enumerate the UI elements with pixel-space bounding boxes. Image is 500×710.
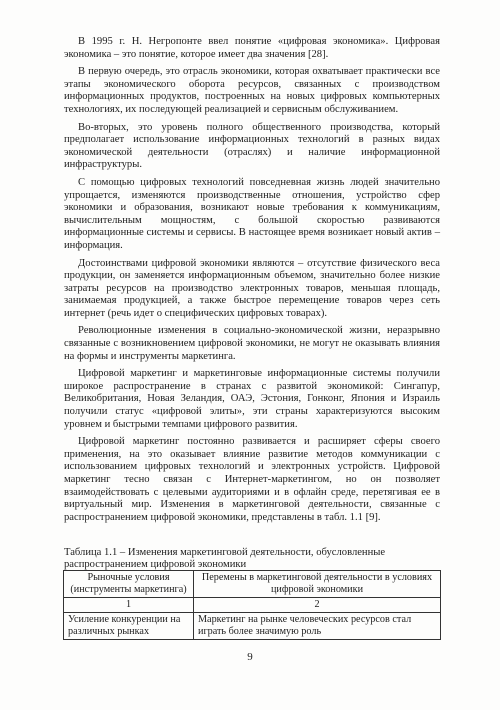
table-number-cell: 1 [64, 598, 194, 613]
table-header-cell: Перемены в маркетинговой деятельности в условиях цифровой экономики [194, 571, 441, 598]
marketing-changes-table [63, 570, 441, 640]
table-cell: Маркетинг на рынке человеческих ресурсов стал играть более значимую роль [194, 613, 441, 640]
table-cell: Усиление конкуренции на различных рынках [64, 613, 194, 640]
table-header-row [64, 571, 441, 598]
paragraph: Революционные изменения в социально-экономической жизни, неразрывно связанные с возникновением цифровой экономики, не могут не оказывать влияния на формы и инструменты маркетинга. [64, 325, 440, 362]
body-text [64, 36, 440, 529]
paragraph: В 1995 г. Н. Негропонте ввел понятие «цифровая экономика». Цифровая экономика – это понятие, которое имеет два значения [28]. [64, 36, 440, 60]
paragraph: Цифровой маркетинг постоянно развивается и расширяет сферы своего применения, на это оказывает влияние развитие методов коммуникации с использованием цифровых технологий и электронных устройств. Цифровой маркетинг тесно связан с Интернет-маркетингом, но он позволяет взаимодействовать с целевыми аудиториями и в офлайн среде, перетягивая ее в виртуальный мир. Изменения в маркетинговой деятельности, связанные с распространением цифровой экономики, представлены в табл. 1.1 [9]. [64, 436, 440, 523]
paragraph: С помощью цифровых технологий повседневная жизнь людей значительно упрощается, изменяются производственные отношения, устройство сфер экономики и образования, возникают новые требования к коммуникациям, вычислительным мощностям, с большой скоростью развиваются информационные системы и сервисы. В настоящее время возникает новый актив – информация. [64, 176, 440, 251]
table-header-cell: Рыночные условия (инструменты маркетинга) [64, 571, 194, 598]
paragraph: Достоинствами цифровой экономики являются – отсутствие физического веса продукции, он заменяется информационным объемом, значительно более низкие затраты ресурсов на производство электронных товаров, меньшая площадь, занимаемая продукцией, а также быстрое перемещение товаров через сеть интернет (речь идет о специфических цифровых товарах). [64, 257, 440, 319]
table-row [64, 613, 441, 640]
table-number-cell: 2 [194, 598, 441, 613]
table-caption: Таблица 1.1 – Изменения маркетинговой деятельности, обусловленные распространением цифровой экономики [64, 547, 386, 571]
table-number-row [64, 598, 441, 613]
paragraph: Во-вторых, это уровень полного общественного производства, который предполагает использование информационных технологий в разных видах экономической деятельности (отраслях) и наличие информационной инфраструктуры. [64, 121, 440, 171]
page-number: 9 [247, 651, 253, 663]
paragraph: В первую очередь, это отрасль экономики, которая охватывает практически все этапы экономического оборота ресурсов, связанных с производством информационных продуктов, построенных на новых цифровых компьютерных технологиях, их последующей реализацией и сервисным обслуживанием. [64, 66, 440, 115]
paragraph: Цифровой маркетинг и маркетинговые информационные системы получили широкое распространение в странах с развитой экономикой: Сингапур, Великобритания, Новая Зеландия, ОАЭ, Эстония, Гонконг, Япония и Израиль получили статус «цифровой элиты», эти страны характеризуются высоким уровнем и быстрыми темпами цифрового развития. [64, 368, 440, 430]
